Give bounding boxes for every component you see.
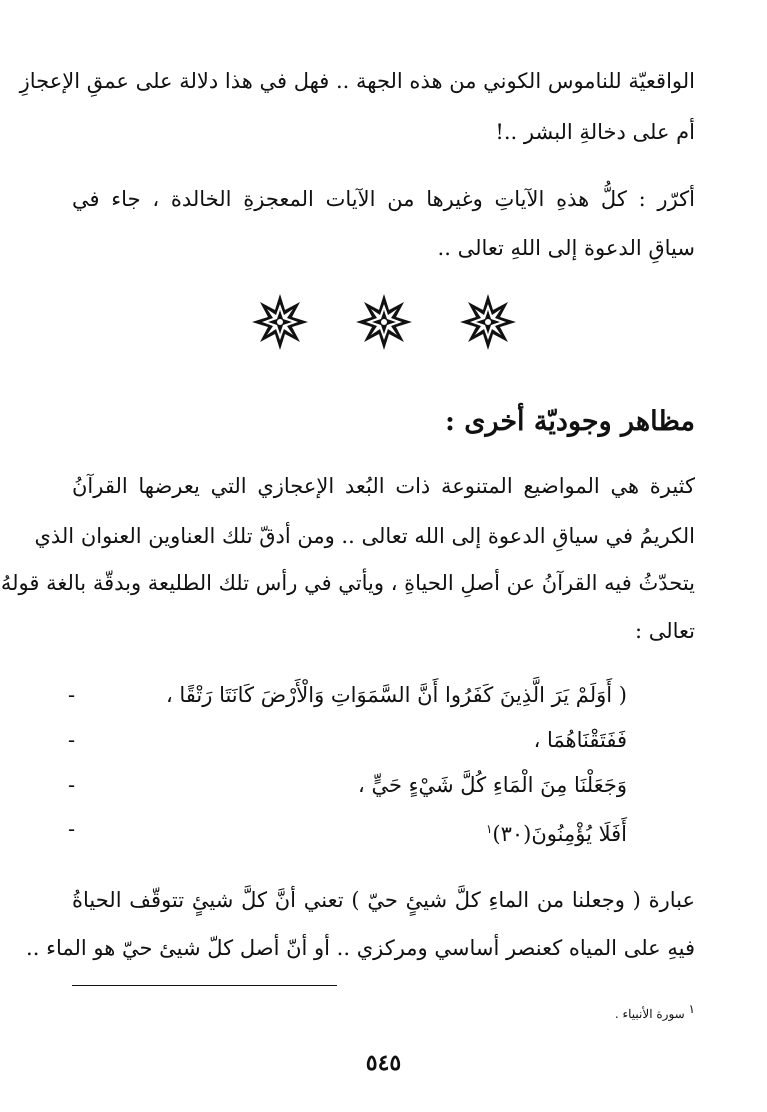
verse-text — [486, 812, 627, 851]
footnote — [615, 1000, 695, 1023]
footnote-divider — [72, 985, 337, 986]
paragraph-4-line-2: فيهِ على المياه كعنصر أساسي ومركزي .. أو أنّ أصل كلّ شيئ حيّ هو الماء .. — [26, 936, 695, 960]
paragraph-1-line-2: أم على دخالةِ البشر ..! — [495, 120, 695, 144]
paragraph-4-line-1: عبارة ( وجعلنا من الماءِ كلَّ شيئٍ حيّ ) تعني أنَّ كلَّ شيئٍ تتوقّف الحياةُ — [72, 888, 695, 912]
verse-line — [68, 723, 695, 757]
verse-line — [68, 678, 695, 712]
paragraph-1-line-1: الواقعيّة للناموس الكوني من هذه الجهة .. فهل في هذا دلالة على عمقِ الإعجازِ — [19, 69, 695, 93]
paragraph-3-line-2: الكريمُ في سياقِ الدعوة إلى الله تعالى .. ومن أدقّ تلك العناوين العنوان الذي — [34, 524, 695, 548]
verse-line — [68, 812, 695, 846]
list-dash: - — [68, 683, 76, 707]
paragraph-2-line-2: سياقِ الدعوة إلى اللهِ تعالى .. — [437, 236, 695, 260]
paragraph-3-line-1: كثيرة هي المواضيع المتنوعة ذات البُعد الإعجازي التي يعرضها القرآنُ — [72, 474, 695, 498]
paragraph-3-line-4: تعالى : — [634, 619, 695, 643]
list-dash: - — [68, 773, 76, 797]
list-dash: - — [68, 728, 76, 752]
eight-pointed-star-icon — [458, 292, 518, 354]
page-number: ٥٤٥ — [365, 1050, 402, 1076]
paragraph-3-line-3: يتحدّثُ فيه القرآنُ عن أصلِ الحياةِ ، ويأتي في رأس تلك الطليعة وبدقّة بالغة قولهُ — [0, 571, 695, 595]
footnote-number: ١ — [688, 1002, 695, 1016]
verse-text: فَفَتَقْنَاهُمَا ، — [533, 728, 627, 752]
footnote-marker: ١ — [485, 822, 493, 836]
eight-pointed-star-icon — [354, 292, 414, 354]
verse-text-content: أَفَلَا يُؤْمِنُونَ(٣٠) — [492, 822, 627, 846]
list-dash: - — [68, 817, 76, 841]
eight-pointed-star-icon — [250, 292, 310, 354]
footnote-text: سورة الأنبياء . — [614, 1007, 685, 1021]
verse-text: ( أَوَلَمْ يَرَ الَّذِينَ كَفَرُوا أَنَّ السَّمَوَاتِ وَالْأَرْضَ كَانَتَا رَتْقًا ، — [165, 683, 627, 707]
paragraph-2-line-1: أكرّر : كلُّ هذهِ الآياتِ وغيرها من الآيات المعجزةِ الخالدة ، جاء في — [72, 187, 695, 211]
ornament-divider — [0, 292, 767, 354]
verse-text: وَجَعَلْنَا مِنَ الْمَاءِ كُلَّ شَيْءٍ حَيٍّ ، — [357, 773, 627, 797]
verse-line — [68, 768, 695, 802]
section-heading: مظاهر وجوديّة أخرى : — [444, 406, 695, 437]
